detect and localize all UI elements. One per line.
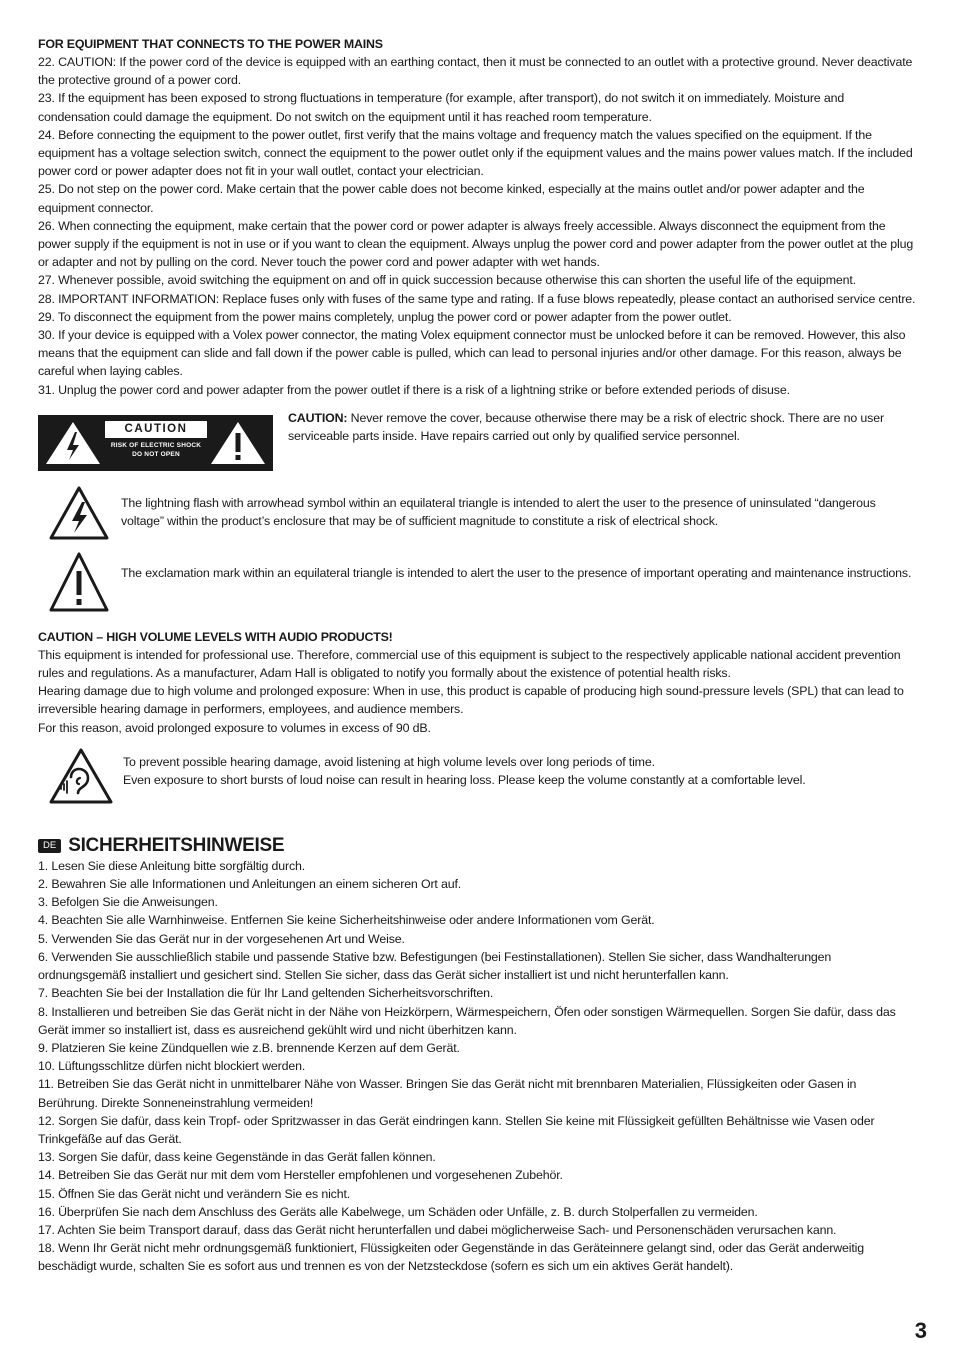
power-item: 25. Do not step on the power cord. Make certain that the power cable does not become kinked, especially at the mains outlet and/or power adapter and the equipment connector. — [38, 182, 865, 215]
exclamation-symbol-row — [38, 559, 916, 625]
de-item: 10. Lüftungsschlitze dürfen nicht blockiert werden. — [38, 1059, 306, 1074]
volume-heading: CAUTION – HIGH VOLUME LEVELS WITH AUDIO PRODUCTS! — [38, 629, 393, 644]
power-item: 24. Before connecting the equipment to the power outlet, first verify that the mains voltage and frequency match the values specified on the equipment. If the equipment has a voltage selection switch, connect the equipment to the power outlet only if the equipment values and the mains power values match. If the included power cord or power adapter does not fit in your wall outlet, contact your electrician. — [38, 127, 913, 179]
caution-note: CAUTION: Never remove the cover, because otherwise there may be a risk of electric shock. There are no user serviceable parts inside. Have repairs carried out only by qualified service personnel. — [288, 410, 884, 444]
hearing-warning-row — [38, 747, 916, 811]
lightning-symbol-row — [38, 489, 916, 555]
de-safety-list — [38, 857, 916, 1276]
power-mains-heading: FOR EQUIPMENT THAT CONNECTS TO THE POWER MAINS — [38, 37, 383, 51]
caution-label-title: CAUTION — [104, 420, 208, 439]
de-item: 6. Verwenden Sie ausschließlich stabile und passende Stative bzw. Befestigungen (bei Festinstallationen). Stellen Sie sicher, dass Wandhalterungen ordnungsgemäß installiert und gesichert sind. Stellen Sie sicher, dass das Gerät sicher installiert ist und nicht herunterfallen kann. — [38, 949, 832, 983]
power-item: 28. IMPORTANT INFORMATION: Replace fuses only with fuses of the same type and rating. If a fuse blows repeatedly, please contact an authorised service centre. — [38, 291, 916, 306]
lightning-symbol-text: The lightning flash with arrowhead symbol within an equilateral triangle is intended to alert the user to the presence of uninsulated “dangerous voltage” within the product’s enclosure that may be of sufficient magnitude to constitute a risk of electrical shock. — [121, 495, 876, 529]
exclamation-warning-icon — [207, 419, 269, 467]
volume-line: Hearing damage due to high volume and prolonged exposure: When in use, this product is capable of producing high sound-pressure levels (SPL) that can lead to irreversible hearing damage in performers, employees, and audience members. — [38, 684, 904, 717]
caution-label — [38, 415, 273, 471]
de-item: 1. Lesen Sie diese Anleitung bitte sorgfältig durch. — [38, 858, 306, 873]
exclamation-symbol-text: The exclamation mark within an equilateral triangle is intended to alert the user to the presence of important operating and maintenance instructions. — [121, 565, 912, 580]
page-number: 3 — [914, 1318, 927, 1343]
power-item: 23. If the equipment has been exposed to strong fluctuations in temperature (for example, after transport), do not switch it on immediately. Moisture and condensation could damage the equipment. Do not switch on the equipment until it has reached room temperature. — [38, 91, 845, 124]
de-item: 9. Platzieren Sie keine Zündquellen wie z.B. brennende Kerzen auf dem Gerät. — [38, 1040, 460, 1055]
de-item: 11. Betreiben Sie das Gerät nicht in unmittelbarer Nähe von Wasser. Bringen Sie das Gerät nicht mit brennbaren Materialien, Flüssigkeiten oder Gasen in Berührung. Direkte Sonneneinstrahlung vermeiden! — [38, 1077, 857, 1110]
section-title: SICHERHEITSHINWEISE — [68, 834, 285, 856]
language-badge: DE — [38, 839, 61, 853]
caution-label-subtext: RISK OF ELECTRIC SHOCK DO NOT OPEN — [110, 441, 202, 458]
de-item: 15. Öffnen Sie das Gerät nicht und verändern Sie es nicht. — [38, 1186, 351, 1201]
power-item: 26. When connecting the equipment, make certain that the power cord or power adapter is always freely accessible. Always disconnect the equipment from the power supply if the equipment is not in use or if you want to clean the equipment. Always unplug the power cord and power adapter from the power outlet at the plug or adapter and not by pulling on the cord. Never touch the power cord and power adapter with wet hands. — [38, 218, 914, 270]
de-section-header — [38, 835, 916, 857]
de-item: 5. Verwenden Sie das Gerät nur in der vorgesehenen Art und Weise. — [38, 931, 405, 946]
de-item: 8. Installieren und betreiben Sie das Gerät nicht in der Nähe von Heizkörpern, Wärmespeichern, Öfen oder sonstigen Wärmequellen. Sorgen Sie dafür, dass das Gerät immer so installiert ist, dass es ausreichend gekühlt wird und nicht überhitzen kann. — [38, 1004, 896, 1037]
lightning-warning-icon — [42, 419, 104, 467]
de-item: 17. Achten Sie beim Transport darauf, dass das Gerät nicht herunterfallen und dabei möglicherweise Sach- und Personenschäden verursachen kann. — [38, 1222, 837, 1237]
power-item: 22. CAUTION: If the power cord of the device is equipped with an earthing contact, then it must be connected to an outlet with a protective ground. Never deactivate the protective ground of a power cord. — [38, 55, 913, 88]
volume-line: For this reason, avoid prolonged exposure to volumes in excess of 90 dB. — [38, 720, 431, 735]
power-item: 27. Whenever possible, avoid switching the equipment on and off in quick succession because otherwise this can shorten the useful life of the equipment. — [38, 273, 856, 288]
de-item: 14. Betreiben Sie das Gerät nur mit dem vom Hersteller empfohlenen und vorgesehenen Zubehör. — [38, 1168, 563, 1183]
de-item: 3. Befolgen Sie die Anweisungen. — [38, 895, 218, 910]
exclamation-triangle-icon — [48, 551, 110, 613]
de-item: 16. Überprüfen Sie nach dem Anschluss des Geräts alle Kabelwege, um Schäden oder Unfälle, z. B. durch Stolperfallen zu vermeiden. — [38, 1204, 758, 1219]
caution-block — [38, 409, 916, 485]
de-item: 13. Sorgen Sie dafür, dass keine Gegenstände in das Gerät fallen können. — [38, 1150, 436, 1165]
de-item: 18. Wenn Ihr Gerät nicht mehr ordnungsgemäß funktioniert, Flüssigkeiten oder Gegenstände in das Geräteinnere gelangt sind, oder das Gerät anderweitig beschädigt wurde, schalten Sie es sofort aus und trennen es von der Netzsteckdose (sofern es sich um ein aktives Gerät handelt). — [38, 1241, 864, 1274]
power-item: 30. If your device is equipped with a Volex power connector, the mating Volex equipment connector must be unlocked before it can be removed. However, this also means that the equipment can slide and fall down if the power cable is pulled, which can lead to personal injuries and/or other damage. For this reason, always be careful when laying cables. — [38, 328, 906, 379]
de-item: 4. Beachten Sie alle Warnhinweise. Entfernen Sie keine Sicherheitshinweise oder andere Informationen vom Gerät. — [38, 913, 655, 928]
manual-page — [38, 36, 916, 1276]
de-item: 7. Beachten Sie bei der Installation die für Ihr Land geltenden Sicherheitsvorschriften. — [38, 986, 494, 1001]
de-item: 12. Sorgen Sie dafür, dass kein Tropf- oder Spritzwasser in das Gerät eindringen kann. Stellen Sie keine mit Flüssigkeit gefüllten Behältnisse wie Vasen oder Trinkgefäße auf das Gerät. — [38, 1113, 875, 1146]
power-item: 31. Unplug the power cord and power adapter from the power outlet if there is a risk of a lightning strike or before extended periods of disuse. — [38, 382, 790, 397]
volume-line: This equipment is intended for professional use. Therefore, commercial use of this equipment is subject to the respectively applicable national accident prevention rules and regulations. As a manufacturer, Adam Hall is obligated to notify you formally about the existence of potential health risks. — [38, 647, 901, 681]
lightning-triangle-icon — [48, 485, 110, 541]
hearing-warning-text: To prevent possible hearing damage, avoid listening at high volume levels over long periods of time. Even exposure to short bursts of loud noise can result in hearing loss. Please keep the volume constantly at a comfortable level. — [123, 754, 806, 788]
hearing-damage-icon — [48, 747, 114, 805]
power-item: 29. To disconnect the equipment from the power mains completely, unplug the power cord or power adapter from the power outlet. — [38, 309, 732, 324]
de-item: 2. Bewahren Sie alle Informationen und Anleitungen an einem sicheren Ort auf. — [38, 877, 462, 892]
